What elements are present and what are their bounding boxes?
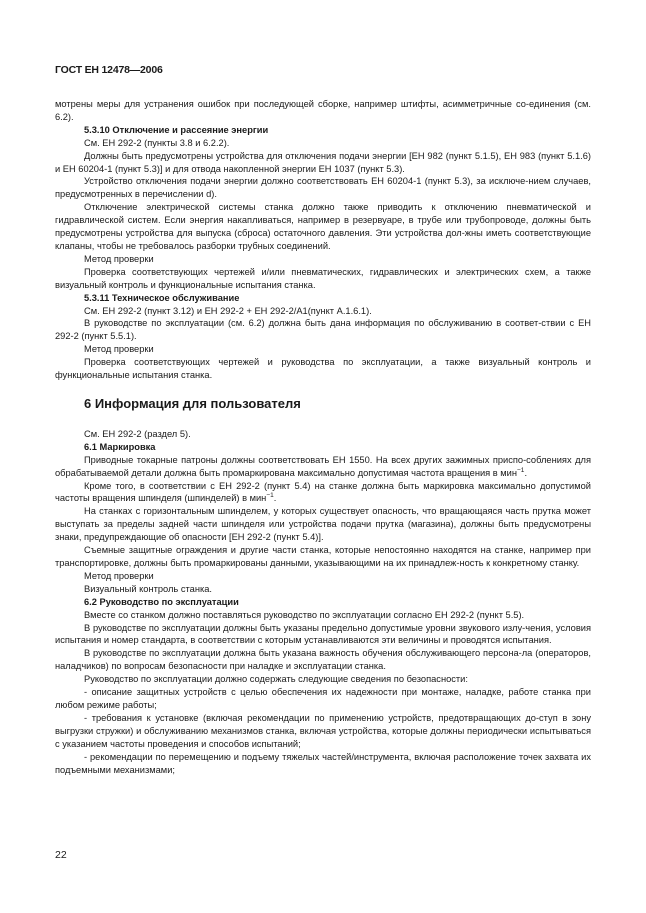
paragraph-text: 6.1 Маркировка	[84, 441, 156, 452]
paragraph-text: Приводные токарные патроны должны соответствовать ЕН 1550. На всех других зажимных приспо-соблениях для обрабатываемой детали должна быть промаркирована максимально допустимая частота вращения в мин	[55, 454, 591, 478]
subsection-heading	[55, 292, 591, 305]
section-6-heading: 6 Информация для пользователя	[84, 395, 301, 411]
paragraph-text: - требования к установке (включая рекомендации по применению устройств, предотвращающих до-ступ в зону выгрузки стружки) и обслуживанию механизмов станка, включая устройства, которые должны периодически испытываться с указанием частоты проведения и способов испытаний;	[55, 712, 591, 749]
paragraph-text: Руководство по эксплуатации должно содержать следующие сведения по безопасности:	[84, 674, 468, 685]
paragraph-text: См. ЕН 292-2 (раздел 5).	[84, 428, 191, 439]
paragraph-text: - описание защитных устройств с целью обеспечения их надежности при монтаже, наладке, работе станка при любом режиме работы;	[55, 687, 591, 710]
paragraph	[55, 622, 591, 648]
paragraph	[55, 305, 591, 318]
paragraph	[55, 428, 591, 441]
paragraph-text: 6.2 Руководство по эксплуатации	[84, 596, 239, 607]
paragraph-tail: .	[524, 467, 528, 478]
page-number: 22	[55, 849, 67, 861]
paragraph-text: - рекомендации по перемещению и подъему тяжелых частей/инструмента, включая расположение точек захвата их подъемными механизмами;	[55, 751, 591, 775]
document-body	[55, 98, 591, 776]
paragraph	[55, 356, 591, 382]
paragraph-text: В руководстве по эксплуатации (см. 6.2) должна быть дана информация по обслуживанию в соответ-ствии с ЕН 292-2 (пункт 5.5.1).	[55, 318, 591, 342]
paragraph-text: Метод проверки	[84, 570, 154, 581]
paragraph-text: В руководстве по эксплуатации должны быть указаны предельно допустимые уровни звукового излу-чения, условия испытания и номер стандарта, в соответствии с которым устанавливаются эти величины и проводятся испытания.	[55, 622, 591, 646]
paragraph	[55, 505, 591, 544]
paragraph	[55, 137, 591, 150]
paragraph	[55, 647, 591, 673]
document-header: ГОСТ ЕН 12478—2006	[55, 64, 163, 76]
subsection-heading	[55, 596, 591, 609]
paragraph-text: См. ЕН 292-2 (пункт 3.12) и ЕН 292-2 + ЕН 292-2/А1(пункт А.1.6.1).	[84, 305, 372, 316]
paragraph-text: В руководстве по эксплуатации должна быть указана важность обучения обслуживающего персона-ла (операторов, наладчиков) по вопросам безопасности при наладке и эксплуатации станка.	[55, 648, 591, 672]
paragraph-text: Должны быть предусмотрены устройства для отключения подачи энергии [ЕН 982 (пункт 5.1.5), ЕН 983 (пункт 5.1.6) и ЕН 60204-1 (пункт 5.3)] и для отвода накопленной энергии ЕН 1037 (пункт 5.3).	[55, 150, 591, 174]
paragraph	[55, 266, 591, 292]
section-6-block	[55, 428, 591, 776]
subsection-heading	[55, 124, 591, 137]
superscript: −1	[517, 466, 525, 474]
paragraph	[55, 317, 591, 343]
paragraph	[55, 480, 591, 506]
paragraph	[55, 343, 591, 356]
paragraph	[55, 583, 591, 596]
paragraph	[55, 98, 591, 124]
paragraph	[55, 673, 591, 686]
subsection-heading	[55, 441, 591, 454]
superscript: −1	[266, 492, 274, 500]
paragraph-text: Метод проверки	[84, 253, 154, 264]
paragraph	[55, 150, 591, 176]
paragraph-text: Отключение электрической системы станка должно также приводить к отключению пневматической и гидравлической систем. Если энергия накапливаться, например в резервуаре, в трубе или трубопроводе, должны быть предусмотрены устройства для выпуска (сброса) остаточного давления. Эти устройства дол-жны иметь соответствующие клапаны, чтобы не требовалось разборки трубных соединений.	[55, 202, 591, 251]
section-5-3-block	[55, 98, 591, 382]
paragraph	[55, 609, 591, 622]
paragraph	[55, 570, 591, 583]
paragraph-text: См. ЕН 292-2 (пункты 3.8 и 6.2.2).	[84, 137, 230, 148]
paragraph-tail: .	[273, 493, 277, 504]
paragraph-text: 5.3.10 Отключение и рассеяние энергии	[84, 124, 269, 135]
paragraph-text: 5.3.11 Техническое обслуживание	[84, 292, 240, 303]
paragraph	[55, 751, 591, 777]
paragraph-text: Проверка соответствующих чертежей и/или пневматических, гидравлических и электрических схем, а также визуальный контроль и функциональные испытания станка.	[55, 266, 591, 290]
paragraph-text: Проверка соответствующих чертежей и руководства по эксплуатации, а также визуальный контроль и функциональные испытания станка.	[55, 357, 591, 381]
paragraph-text: Визуальный контроль станка.	[84, 583, 212, 594]
paragraph	[55, 201, 591, 253]
paragraph	[55, 454, 591, 480]
paragraph-text: Вместе со станком должно поставляться руководство по эксплуатации согласно ЕН 292-2 (пункт 5.5).	[84, 609, 525, 620]
paragraph	[55, 712, 591, 751]
paragraph-text: Съемные защитные ограждения и другие части станка, которые непостоянно находятся на станке, например при транспортировке, должны быть промаркированы данными, указывающими на их принадлеж-ность к конкретному станку.	[55, 545, 591, 568]
paragraph	[55, 253, 591, 266]
paragraph-text: Метод проверки	[84, 344, 154, 355]
paragraph	[55, 175, 591, 201]
paragraph	[55, 686, 591, 712]
paragraph	[55, 544, 591, 570]
paragraph-text: На станках с горизонтальным шпинделем, у которых существует опасность, что вращающаяся часть прутка может выступать за пределы задней части шпинделя или устройства подачи прутка (магазина), должны быть предусмотрены знаки, предупреждающие об опасности [ЕН 292-2 (пункт 5.4)].	[55, 506, 591, 543]
paragraph-text: мотрены меры для устранения ошибок при последующей сборке, например штифты, асимметричные со-единения (см. 6.2).	[55, 99, 591, 122]
paragraph-text: Кроме того, в соответствии с ЕН 292-2 (пункт 5.4) на станке должна быть маркировка максимально допустимой частоты вращения шпинделя (шпинделей) в мин	[55, 480, 591, 504]
paragraph-text: Устройство отключения подачи энергии должно соответствовать ЕН 60204-1 (пункт 5.3), за исключе-нием случаев, предусмотренных в перечислении d).	[55, 176, 591, 200]
